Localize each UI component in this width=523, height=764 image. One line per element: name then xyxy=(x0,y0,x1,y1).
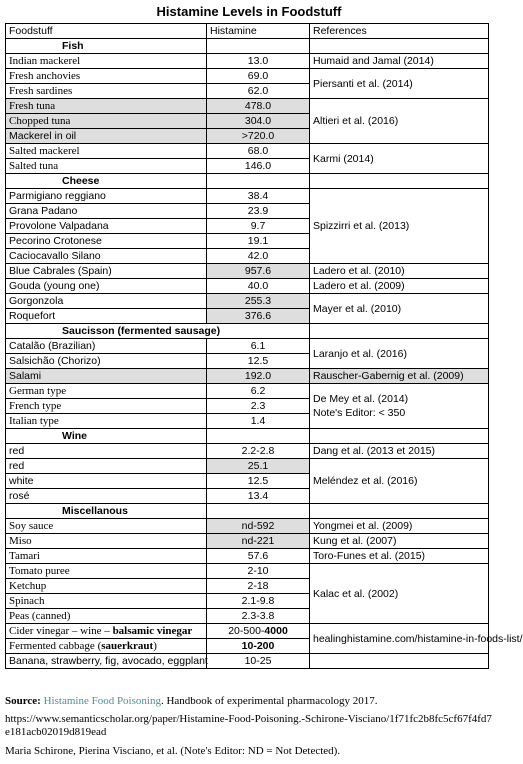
section-title-cheese: Cheese xyxy=(6,174,207,189)
food-cell: Pecorino Crotonese xyxy=(6,234,207,249)
food-cell: Grana Padano xyxy=(6,204,207,219)
table-row xyxy=(6,369,489,384)
food-cell: Tomato puree xyxy=(6,564,207,579)
histamine-cell: 2.1-9.8 xyxy=(207,594,310,609)
reference-cell: Mayer et al. (2010) xyxy=(310,294,489,324)
reference-cell: Ladero et al. (2009) xyxy=(310,279,489,294)
histamine-cell: 6.1 xyxy=(207,339,310,354)
table-header-row xyxy=(6,24,489,39)
food-text: Cider vinegar – wine – xyxy=(9,625,113,637)
food-cell: Banana, strawberry, fig, avocado, eggplant xyxy=(6,654,207,669)
table-row xyxy=(6,294,489,309)
table-row xyxy=(6,279,489,294)
section-row-fish xyxy=(6,39,489,54)
food-cell: rosé xyxy=(6,489,207,504)
food-text: ) xyxy=(153,640,157,652)
reference-cell: healinghistamine.com/histamine-in-foods-list/ xyxy=(310,624,489,654)
table-row xyxy=(6,54,489,69)
histamine-cell: 40.0 xyxy=(207,279,310,294)
source-url[interactable]: https://www.semanticscholar.org/paper/Histamine-Food-Poisoning.-Schirone-Visciano/1f71fc2b8fc5cf67f4fd7e181acb02019d819ead xyxy=(5,713,492,738)
histamine-cell: 42.0 xyxy=(207,249,310,264)
source-prefix: Source: xyxy=(5,695,44,707)
page-title: Histamine Levels in Foodstuff xyxy=(156,4,342,19)
reference-cell: Kung et al. (2007) xyxy=(310,534,489,549)
reference-demey: De Mey et al. (2014) xyxy=(313,393,409,405)
table-row xyxy=(6,519,489,534)
histamine-cell: 304.0 xyxy=(207,114,310,129)
histamine-cell: 255.3 xyxy=(207,294,310,309)
section-row-saucisson xyxy=(6,324,489,339)
table-row xyxy=(6,69,489,84)
section-title-misc: Miscellanous xyxy=(6,504,207,519)
histamine-cell: 10-200 xyxy=(207,639,310,654)
food-cell: Indian mackerel xyxy=(6,54,207,69)
food-text: Fermented cabbage ( xyxy=(9,640,102,652)
food-cell: Parmigiano reggiano xyxy=(6,189,207,204)
reference-cell: Meléndez et al. (2016) xyxy=(310,459,489,504)
food-cell: Salsichão (Chorizo) xyxy=(6,354,207,369)
header-references: References xyxy=(310,24,489,39)
histamine-cell: 2.3 xyxy=(207,399,310,414)
food-cell: Gorgonzola xyxy=(6,294,207,309)
food-cell: Salted tuna xyxy=(6,159,207,174)
table-row xyxy=(6,264,489,279)
histamine-cell: 1.4 xyxy=(207,414,310,429)
food-cell: Chopped tuna xyxy=(6,114,207,129)
reference-cell: Humaid and Jamal (2014) xyxy=(310,54,489,69)
section-row-cheese xyxy=(6,174,489,189)
food-cell: Catalão (Brazilian) xyxy=(6,339,207,354)
reference-cell: Altieri et al. (2016) xyxy=(310,99,489,144)
histamine-cell: 6.2 xyxy=(207,384,310,399)
histamine-cell: 13.0 xyxy=(207,54,310,69)
header-histamine: Histamine xyxy=(207,24,310,39)
header-foodstuff: Foodstuff xyxy=(6,24,207,39)
food-cell: Spinach xyxy=(6,594,207,609)
food-cell xyxy=(6,624,207,639)
editor-note: Note's Editor: < 350 xyxy=(313,407,406,419)
food-cell: Blue Cabrales (Spain) xyxy=(6,264,207,279)
histamine-cell: nd-221 xyxy=(207,534,310,549)
food-cell: French type xyxy=(6,399,207,414)
histamine-cell: 12.5 xyxy=(207,474,310,489)
table-row xyxy=(6,459,489,474)
source-link[interactable]: Histamine Food Poisoning xyxy=(43,695,161,707)
food-cell xyxy=(6,639,207,654)
reference-cell: Dang et al. (2013 et 2015) xyxy=(310,444,489,459)
histamine-cell: 2-10 xyxy=(207,564,310,579)
food-cell: white xyxy=(6,474,207,489)
food-cell: Soy sauce xyxy=(6,519,207,534)
food-cell: Caciocavallo Silano xyxy=(6,249,207,264)
table-row xyxy=(6,189,489,204)
reference-cell: Ladero et al. (2010) xyxy=(310,264,489,279)
food-text-bold: balsamic vinegar xyxy=(112,625,193,637)
reference-cell xyxy=(310,384,489,429)
food-cell: Tamari xyxy=(6,549,207,564)
reference-cell: Yongmei et al. (2009) xyxy=(310,519,489,534)
table-row xyxy=(6,339,489,354)
histamine-cell: 23.9 xyxy=(207,204,310,219)
histamine-cell: 192.0 xyxy=(207,369,310,384)
source-line xyxy=(5,695,495,708)
histamine-cell: 13.4 xyxy=(207,489,310,504)
histamine-cell: 19.1 xyxy=(207,234,310,249)
histamine-cell: 62.0 xyxy=(207,84,310,99)
food-cell: Fresh tuna xyxy=(6,99,207,114)
food-cell: Peas (canned) xyxy=(6,609,207,624)
food-cell: Miso xyxy=(6,534,207,549)
food-cell: Roquefort xyxy=(6,309,207,324)
reference-cell: Piersanti et al. (2014) xyxy=(310,69,489,99)
reference-cell: Toro-Funes et al. (2015) xyxy=(310,549,489,564)
histamine-cell: 2.3-3.8 xyxy=(207,609,310,624)
histamine-text: 20-500- xyxy=(228,625,265,637)
table-row xyxy=(6,534,489,549)
reference-cell: Rauscher-Gabernig et al. (2009) xyxy=(310,369,489,384)
section-title-saucisson: Saucisson (fermented sausage) xyxy=(6,324,310,339)
histamine-cell: 9.7 xyxy=(207,219,310,234)
section-title-wine: Wine xyxy=(6,429,207,444)
histamine-cell: 146.0 xyxy=(207,159,310,174)
food-cell: Salted mackerel xyxy=(6,144,207,159)
histamine-cell: 12.5 xyxy=(207,354,310,369)
histamine-cell: 957.6 xyxy=(207,264,310,279)
section-row-wine xyxy=(6,429,489,444)
food-cell: Fresh sardines xyxy=(6,84,207,99)
reference-cell: Kalac et al. (2002) xyxy=(310,564,489,624)
table-row xyxy=(6,654,489,669)
histamine-cell: 68.0 xyxy=(207,144,310,159)
histamine-cell: 478.0 xyxy=(207,99,310,114)
food-cell: Mackerel in oil xyxy=(6,129,207,144)
food-cell: red xyxy=(6,459,207,474)
table-row xyxy=(6,564,489,579)
histamine-cell: 2-18 xyxy=(207,579,310,594)
histamine-cell: 38.4 xyxy=(207,189,310,204)
reference-cell xyxy=(310,654,489,669)
section-title-fish: Fish xyxy=(6,39,207,54)
food-text-bold: sauerkraut xyxy=(101,640,154,652)
reference-cell: Karmi (2014) xyxy=(310,144,489,174)
histamine-cell: 57.6 xyxy=(207,549,310,564)
table-row xyxy=(6,624,489,639)
source-suffix: . Handbook of experimental pharmacology 2017. xyxy=(160,695,378,707)
section-row-misc xyxy=(6,504,489,519)
food-cell: Fresh anchovies xyxy=(6,69,207,84)
table-row xyxy=(6,384,489,399)
histamine-cell: 2.2-2.8 xyxy=(207,444,310,459)
histamine-cell: nd-592 xyxy=(207,519,310,534)
histamine-cell: >720.0 xyxy=(207,129,310,144)
table-row xyxy=(6,144,489,159)
food-cell: Provolone Valpadana xyxy=(6,219,207,234)
histamine-cell: 10-25 xyxy=(207,654,310,669)
histamine-cell: 69.0 xyxy=(207,69,310,84)
source-authors: Maria Schirone, Pierina Visciano, et al. (Note's Editor: ND = Not Detected). xyxy=(5,745,341,757)
histamine-cell xyxy=(207,624,310,639)
reference-cell: Spizzirri et al. (2013) xyxy=(310,189,489,264)
food-cell: Italian type xyxy=(6,414,207,429)
table-row xyxy=(6,549,489,564)
table-row xyxy=(6,444,489,459)
food-cell: German type xyxy=(6,384,207,399)
histamine-cell: 376.6 xyxy=(207,309,310,324)
food-cell: red xyxy=(6,444,207,459)
food-cell: Gouda (young one) xyxy=(6,279,207,294)
table-row xyxy=(6,99,489,114)
food-cell: Salami xyxy=(6,369,207,384)
histamine-text-bold: 4000 xyxy=(264,625,288,637)
reference-cell: Laranjo et al. (2016) xyxy=(310,339,489,369)
food-cell: Ketchup xyxy=(6,579,207,594)
histamine-cell: 25.1 xyxy=(207,459,310,474)
histamine-table xyxy=(5,23,523,669)
